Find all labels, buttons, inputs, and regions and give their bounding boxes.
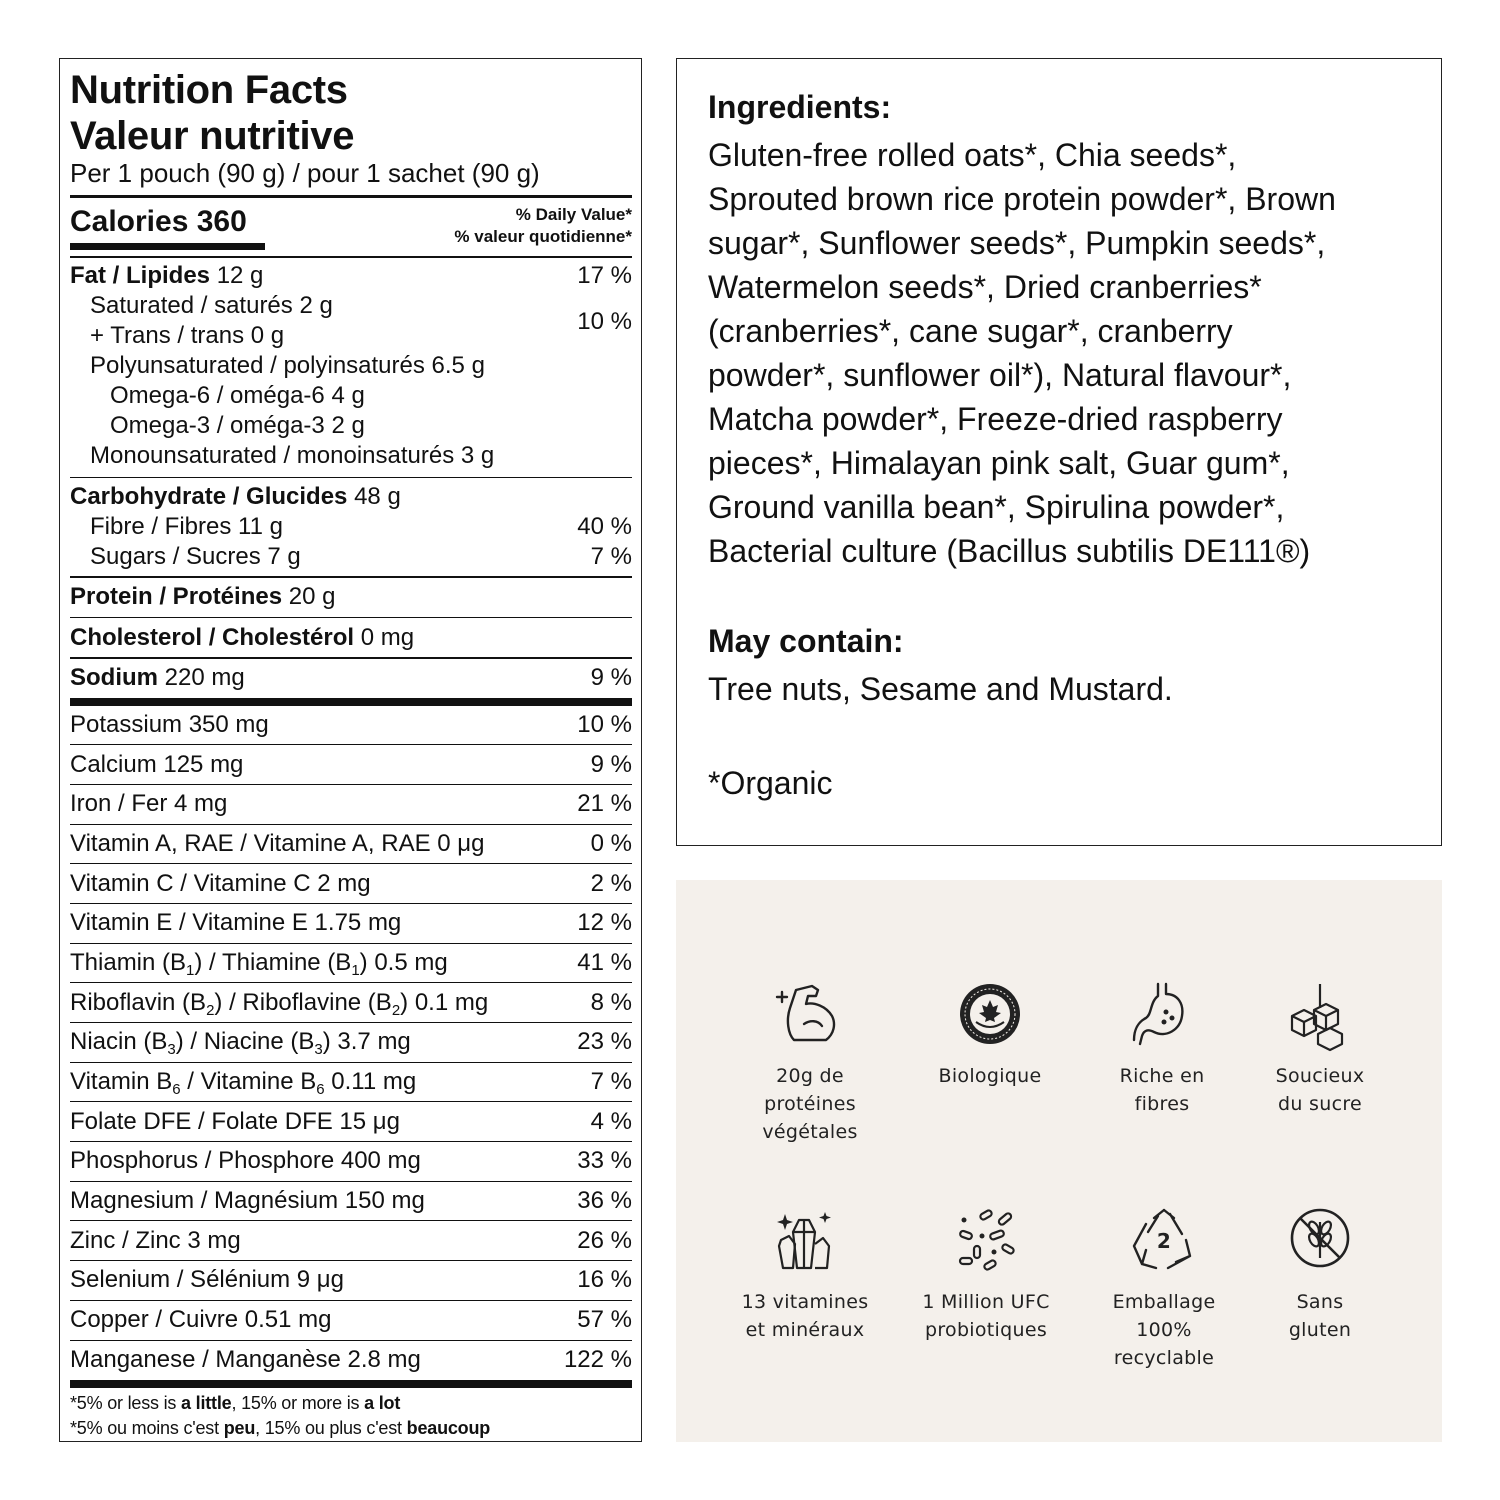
mineral-name: Riboflavin $(B_2)$ / Riboflavine $(B_2)$ 0.1 mg <box>70 988 489 1019</box>
feature-vitamins: 13 vitamines et minéraux <box>725 1206 885 1344</box>
mineral-pct: 33 % <box>577 1147 632 1175</box>
cholesterol-row <box>70 618 632 657</box>
mineral-pct: 122 % <box>563 1346 632 1374</box>
sugars-pct: 7 % <box>590 543 632 570</box>
mono-row <box>70 441 632 471</box>
ingredients-panel <box>676 58 1442 846</box>
ingredients-list <box>708 133 1413 573</box>
footnote-en: *5% or less is a little, 15% or more is a lot <box>70 1393 401 1414</box>
mineral-row <box>70 904 632 944</box>
ingredients-line: powder*, sunflower oil*), Natural flavour*, <box>708 357 1292 393</box>
feature-sugar: Soucieux du sucre <box>1240 980 1400 1118</box>
mineral-name: Vitamin $B_6$ / Vitamine $B_6$ 0.11 mg <box>70 1068 417 1099</box>
carb-row <box>70 482 632 512</box>
trans-row <box>70 321 632 351</box>
mineral-row <box>70 1221 632 1261</box>
mineral-name: Zinc / Zinc 3 mg <box>70 1226 241 1254</box>
feature-recyclable: 2 Emballage 100% recyclable <box>1084 1206 1244 1372</box>
cholesterol-amount: 0 mg <box>360 623 415 651</box>
divider-heavy <box>70 1380 632 1388</box>
fat-row <box>70 261 632 291</box>
ingredients-line: Ground vanilla bean*, Spirulina powder*, <box>708 489 1285 525</box>
mineral-row <box>70 785 632 825</box>
fat-pct: 17 % <box>577 261 632 289</box>
fat-block <box>70 258 632 477</box>
fat-amount: 12 g <box>216 261 264 289</box>
mineral-row <box>70 1142 632 1182</box>
ingredients-line: sugar*, Sunflower seeds*, Pumpkin seeds*, <box>708 225 1326 261</box>
saturated-row <box>70 291 632 321</box>
ingredients-heading: Ingredients: <box>708 89 892 125</box>
fat-label: Fat / Lipides <box>70 261 211 289</box>
mineral-row <box>70 944 632 984</box>
nutrition-title-fr: Valeur nutritive <box>70 114 355 158</box>
mono-label: Monounsaturated / monoinsaturés 3 g <box>90 441 495 469</box>
cholesterol-label: Cholesterol / Cholestérol <box>70 623 355 651</box>
ingredients-line: Watermelon seeds*, Dried cranberries* <box>708 269 1262 305</box>
daily-value-header <box>454 204 632 248</box>
mineral-pct: 0 % <box>590 829 632 857</box>
saturated-label: Saturated / saturés 2 g <box>90 291 333 319</box>
minerals-list <box>70 706 632 1381</box>
svg-text:2: 2 <box>1156 1229 1172 1253</box>
mineral-pct: 26 % <box>577 1226 632 1254</box>
mineral-row <box>70 825 632 865</box>
mineral-pct: 4 % <box>590 1107 632 1135</box>
mineral-pct: 23 % <box>577 1028 632 1056</box>
ingredients-line: Matcha powder*, Freeze-dried raspberry <box>708 401 1283 437</box>
protein-amount: 20 g <box>288 583 336 610</box>
crystals-icon <box>769 1206 841 1278</box>
omega3-row <box>70 411 632 441</box>
mineral-pct: 36 % <box>577 1187 632 1215</box>
calories-block <box>70 198 632 256</box>
ingredients-line: Sprouted brown rice protein powder*, Brown <box>708 181 1336 217</box>
fibre-label: Fibre / Fibres 11 g <box>90 513 283 540</box>
ingredients-line: Bacterial culture (Bacillus subtilis DE111®) <box>708 533 1311 569</box>
omega6-row <box>70 381 632 411</box>
poly-row <box>70 351 632 381</box>
sugars-row <box>70 542 632 572</box>
mineral-row <box>70 1301 632 1341</box>
recycle-icon <box>1128 1206 1200 1278</box>
mineral-row <box>70 1063 632 1103</box>
mineral-name: Folate DFE / Folate DFE 15 μg <box>70 1107 400 1135</box>
mineral-pct: 8 % <box>590 988 632 1016</box>
footnote <box>70 1391 632 1441</box>
mineral-name: Phosphorus / Phosphore 400 mg <box>70 1147 421 1175</box>
footnote-fr: *5% ou moins c'est peu, 15% ou plus c'est beaucoup <box>70 1418 491 1439</box>
ingredients-line: pieces*, Himalayan pink salt, Guar gum*, <box>708 445 1290 481</box>
mineral-row <box>70 1102 632 1142</box>
sodium-row <box>70 659 632 698</box>
mineral-row <box>70 706 632 746</box>
sugars-label: Sugars / Sucres 7 g <box>90 543 301 570</box>
muscle-icon <box>774 980 846 1052</box>
carb-block <box>70 478 632 576</box>
mineral-name: Magnesium / Magnésium 150 mg <box>70 1187 425 1215</box>
mineral-name: Copper / Cuivre 0.51 mg <box>70 1306 332 1334</box>
fibre-pct: 40 % <box>577 513 632 540</box>
mineral-name: Niacin $(B_3)$ / Niacine $(B_3)$ 3.7 mg <box>70 1028 411 1059</box>
mineral-pct: 21 % <box>577 790 632 818</box>
mineral-row <box>70 745 632 785</box>
gluten-free-icon <box>1284 1206 1356 1278</box>
ingredients-line: Gluten-free rolled oats*, Chia seeds*, <box>708 137 1237 173</box>
mineral-name: Vitamin E / Vitamine E 1.75 mg <box>70 909 402 937</box>
mineral-pct: 12 % <box>577 909 632 937</box>
omega3-label: Omega-3 / oméga-3 2 g <box>110 411 365 439</box>
mineral-pct: 9 % <box>590 750 632 778</box>
omega6-label: Omega-6 / oméga-6 4 g <box>110 381 365 409</box>
mineral-name: Thiamin $(B_1)$ / Thiamine $(B_1)$ 0.5 mg <box>70 948 448 979</box>
mineral-pct: 57 % <box>577 1306 632 1334</box>
mineral-name: Vitamin A, RAE / Vitamine A, RAE 0 μg <box>70 829 485 857</box>
mineral-name: Selenium / Sélénium 9 μg <box>70 1266 344 1294</box>
mineral-row <box>70 1261 632 1301</box>
calories: Calories 360 <box>70 205 247 238</box>
may-contain-text: Tree nuts, Sesame and Mustard. <box>708 671 1173 707</box>
sodium-pct: 9 % <box>590 664 632 691</box>
dv-header-fr: % valeur quotidienne* <box>454 227 632 246</box>
feature-gluten-free: Sans gluten <box>1240 1206 1400 1344</box>
sodium-amount: 220 mg <box>164 664 245 691</box>
sugar-cubes-icon <box>1284 980 1356 1052</box>
mineral-name: Potassium 350 mg <box>70 710 269 738</box>
poly-label: Polyunsaturated / polyinsaturés 6.5 g <box>90 351 485 379</box>
carb-label: Carbohydrate / Glucides <box>70 483 348 510</box>
probiotic-icon <box>950 1206 1022 1278</box>
mineral-pct: 2 % <box>590 869 632 897</box>
nutrition-facts-panel <box>59 58 642 1442</box>
ingredients-line: (cranberries*, cane sugar*, cranberry <box>708 313 1233 349</box>
mineral-row <box>70 1341 632 1381</box>
nutrition-title-en: Nutrition Facts <box>70 68 348 112</box>
feature-fibre: Riche en fibres <box>1082 980 1242 1118</box>
mineral-row <box>70 983 632 1023</box>
may-contain-heading: May contain: <box>708 623 904 659</box>
mineral-pct: 7 % <box>590 1068 632 1096</box>
mineral-name: Iron / Fer 4 mg <box>70 790 228 818</box>
fibre-row <box>70 512 632 542</box>
mineral-pct: 10 % <box>577 710 632 738</box>
sat-trans-pct: 10 % <box>577 307 632 335</box>
mineral-row <box>70 864 632 904</box>
protein-row <box>70 578 632 617</box>
mineral-pct: 41 % <box>577 948 632 976</box>
sodium-label: Sodium <box>70 664 158 691</box>
calories-underline <box>70 243 265 250</box>
divider-heavy <box>70 698 632 706</box>
organic-seal-icon <box>954 980 1026 1052</box>
trans-label: + Trans / trans 0 g <box>90 321 285 349</box>
mineral-pct: 16 % <box>577 1266 632 1294</box>
feature-organic: Biologique <box>910 980 1070 1090</box>
mineral-row <box>70 1023 632 1063</box>
carb-amount: 48 g <box>354 483 401 510</box>
protein-label: Protein / Protéines <box>70 583 283 610</box>
mineral-name: Manganese / Manganèse 2.8 mg <box>70 1346 421 1374</box>
feature-protein: 20g de protéines végétales <box>730 980 890 1146</box>
features-panel <box>676 880 1442 1442</box>
mineral-name: Vitamin C / Vitamine C 2 mg <box>70 869 371 897</box>
feature-probiotics: 1 Million UFC probiotiques <box>906 1206 1066 1344</box>
serving-size: Per 1 pouch (90 g) / pour 1 sachet (90 g) <box>70 158 540 188</box>
dv-header-en: % Daily Value* <box>515 205 632 224</box>
mineral-name: Calcium 125 mg <box>70 750 244 778</box>
mineral-row <box>70 1182 632 1222</box>
organic-note: *Organic <box>708 765 833 801</box>
stomach-icon <box>1126 980 1198 1052</box>
